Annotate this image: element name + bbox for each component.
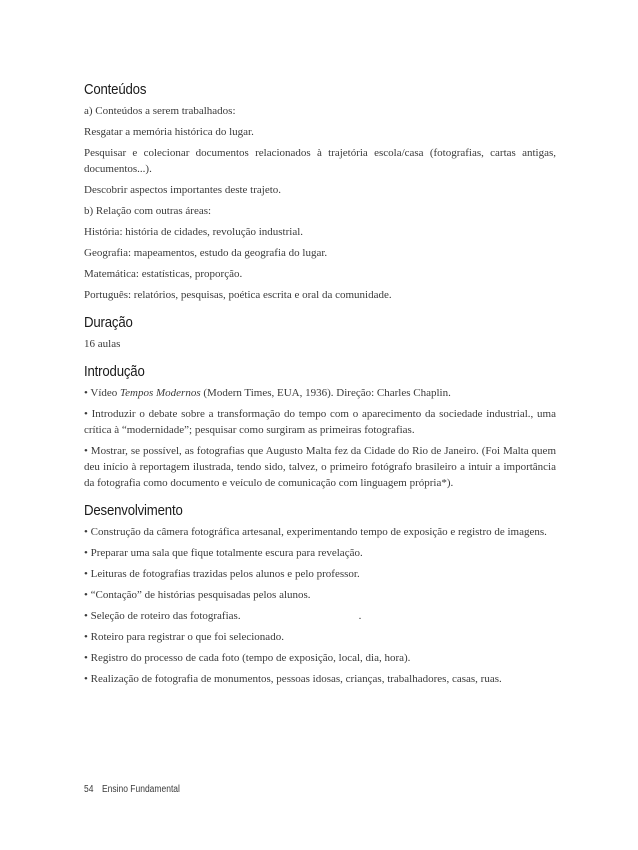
paragraph: Geografia: mapeamentos, estudo da geografia do lugar. [84, 247, 328, 259]
paragraph: História: história de cidades, revolução industrial. [84, 226, 304, 238]
film-title: Tempos Modernos [120, 387, 201, 399]
paragraph: Português: relatórios, pesquisas, poética escrita e oral da comunidade. [84, 289, 392, 301]
paragraph: Pesquisar e colecionar documentos relacionados à trajetória escola/casa (fotografias, cartas antigas, documentos...). [84, 147, 556, 175]
paragraph: Matemática: estatísticas, proporção. [84, 268, 243, 280]
subheading-b: b) Relação com outras áreas: [84, 205, 212, 217]
paragraph: • Mostrar, se possível, as fotografias que Augusto Malta fez da Cidade do Rio de Janeiro. (Foi Malta quem deu início à reportagem ilustrada, tendo sido, talvez, o primeiro fotógrafo brasileiro a intuir a importância da fotografia como documento e veículo de comunicação com linguagem própria*). [84, 445, 556, 489]
page-number: 54 [84, 784, 94, 795]
section-duracao [84, 313, 556, 352]
subheading-a: a) Conteúdos a serem trabalhados: [84, 105, 236, 117]
paragraph: Descobrir aspectos importantes deste trajeto. [84, 184, 282, 196]
section-desenvolvimento [84, 501, 556, 687]
paragraph: • Preparar uma sala que fique totalmente escura para revelação. [84, 547, 363, 559]
paragraph: • Registro do processo de cada foto (tempo de exposição, local, dia, hora). [84, 652, 411, 664]
text-span: (Modern Times, EUA, 1936). Direção: Charles Chaplin. [200, 387, 451, 399]
section-introducao [84, 362, 556, 491]
text-span: • Seleção de roteiro das fotografias. [84, 610, 241, 622]
heading-desenvolvimento: Desenvolvimento [84, 502, 183, 519]
paragraph: 16 aulas [84, 338, 121, 350]
heading-conteudos: Conteúdos [84, 81, 147, 98]
section-conteudos [84, 80, 556, 303]
stray-dot: . [358, 610, 362, 622]
paragraph: • Introduzir o debate sobre a transformação do tempo com o aparecimento da sociedade industrial., uma crítica à “modernidade”; pesquisar como surgiram as primeiras fotografias. [84, 408, 556, 436]
text-span: • Vídeo [84, 387, 121, 399]
page-footer [84, 784, 180, 795]
document-page [84, 74, 556, 697]
footer-label: Ensino Fundamental [101, 784, 180, 795]
paragraph: • “Contação” de histórias pesquisadas pelos alunos. [84, 589, 311, 601]
paragraph: • Roteiro para registrar o que foi selecionado. [84, 631, 284, 643]
paragraph: Resgatar a memória histórica do lugar. [84, 126, 254, 138]
paragraph: • Realização de fotografia de monumentos, pessoas idosas, crianças, trabalhadores, casas, ruas. [84, 673, 502, 685]
heading-introducao: Introdução [84, 363, 145, 380]
paragraph: • Construção da câmera fotográfica artesanal, experimentando tempo de exposição e registro de imagens. [84, 526, 547, 538]
paragraph [84, 385, 556, 401]
heading-duracao: Duração [84, 314, 133, 331]
paragraph [84, 608, 556, 624]
paragraph: • Leituras de fotografias trazidas pelos alunos e pelo professor. [84, 568, 360, 580]
